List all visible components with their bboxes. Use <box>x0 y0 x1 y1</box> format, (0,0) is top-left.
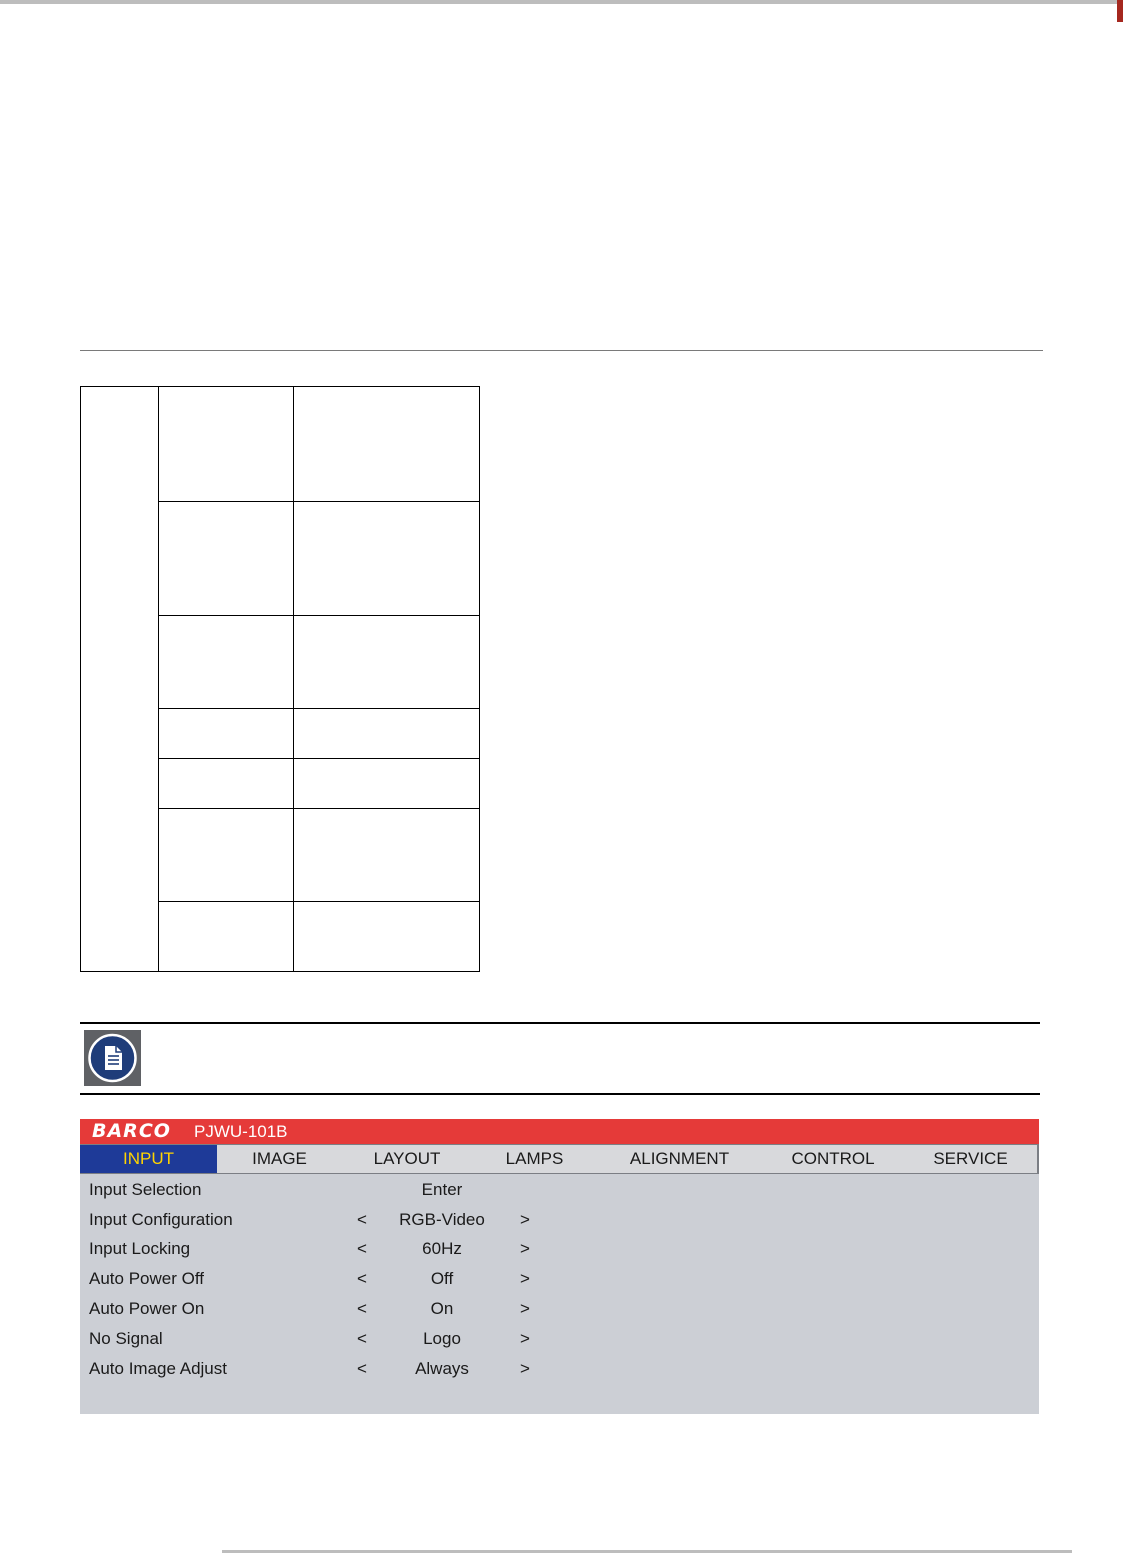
tab-image[interactable]: IMAGE <box>252 1149 307 1168</box>
osd-tab-bar <box>80 1144 1039 1174</box>
arrow-right-icon[interactable]: > <box>520 1359 530 1378</box>
table-cell <box>293 708 480 759</box>
table-cell <box>293 758 480 809</box>
table-cell <box>293 901 480 972</box>
table-cell <box>158 615 294 709</box>
menu-row-label: Auto Power Off <box>89 1269 204 1288</box>
menu-row-label: Input Locking <box>89 1239 191 1258</box>
osd-model-name: PJWU-101B <box>194 1122 288 1141</box>
menu-row-label: Auto Image Adjust <box>89 1359 227 1378</box>
page-edge-marker <box>1117 0 1123 22</box>
arrow-left-icon[interactable]: < <box>357 1210 367 1229</box>
top-rule <box>0 0 1123 4</box>
menu-row-auto-image-adjust[interactable] <box>80 1355 1039 1383</box>
arrow-right-icon[interactable]: > <box>520 1269 530 1288</box>
arrow-right-icon[interactable]: > <box>520 1239 530 1258</box>
note-top-rule <box>80 1022 1040 1024</box>
menu-row-label: Auto Power On <box>89 1299 205 1318</box>
arrow-left-icon[interactable]: < <box>357 1299 367 1318</box>
menu-row-value[interactable]: Enter <box>421 1180 463 1199</box>
arrow-left-icon[interactable]: < <box>357 1329 367 1348</box>
table-cell <box>158 758 294 809</box>
table-cell <box>158 901 294 972</box>
arrow-right-icon[interactable]: > <box>520 1299 530 1318</box>
table-cell <box>293 615 480 709</box>
tab-bar-edge <box>1037 1145 1039 1173</box>
menu-row-label: No Signal <box>89 1329 163 1348</box>
menu-row-no-signal[interactable] <box>80 1325 1039 1353</box>
menu-row-value: On <box>430 1299 454 1318</box>
menu-row-value: Logo <box>423 1329 461 1348</box>
table-cell <box>158 808 294 902</box>
osd-menu-screenshot <box>80 1119 1039 1414</box>
menu-row-label: Input Selection <box>89 1180 202 1199</box>
section-divider <box>80 350 1043 351</box>
menu-row-label: Input Configuration <box>89 1210 233 1229</box>
table-cell <box>158 501 294 616</box>
arrow-left-icon[interactable]: < <box>357 1239 367 1258</box>
tab-service[interactable]: SERVICE <box>933 1149 1008 1168</box>
menu-row-value: Always <box>415 1359 469 1378</box>
menu-row-input-selection[interactable] <box>80 1176 1039 1204</box>
arrow-right-icon[interactable]: > <box>520 1210 530 1229</box>
tab-layout[interactable]: LAYOUT <box>373 1149 441 1168</box>
footer-rule <box>222 1550 1072 1553</box>
table-cell <box>80 386 159 972</box>
table-cell <box>158 708 294 759</box>
osd-header-bar <box>80 1119 1039 1144</box>
menu-row-auto-power-on[interactable] <box>80 1295 1039 1323</box>
table-cell <box>158 386 294 502</box>
menu-row-input-locking[interactable] <box>80 1235 1039 1263</box>
arrow-left-icon[interactable]: < <box>357 1269 367 1288</box>
menu-row-value: RGB-Video <box>399 1210 485 1229</box>
tab-control[interactable]: CONTROL <box>791 1149 875 1168</box>
note-bottom-rule <box>80 1093 1040 1095</box>
note-document-icon <box>84 1030 141 1086</box>
arrow-left-icon[interactable]: < <box>357 1359 367 1378</box>
table-cell <box>293 386 480 502</box>
menu-row-auto-power-off[interactable] <box>80 1265 1039 1293</box>
table-cell <box>293 501 480 616</box>
menu-row-value: Off <box>430 1269 454 1288</box>
tab-alignment[interactable]: ALIGNMENT <box>629 1149 730 1168</box>
arrow-right-icon[interactable]: > <box>520 1329 530 1348</box>
tab-input[interactable]: INPUT <box>80 1145 217 1173</box>
menu-row-input-configuration[interactable] <box>80 1206 1039 1234</box>
menu-structure-table <box>80 386 480 972</box>
barco-logo: BARCO <box>92 1120 171 1142</box>
menu-row-value: 60Hz <box>422 1239 462 1258</box>
table-cell <box>293 808 480 902</box>
tab-lamps[interactable]: LAMPS <box>505 1149 564 1168</box>
